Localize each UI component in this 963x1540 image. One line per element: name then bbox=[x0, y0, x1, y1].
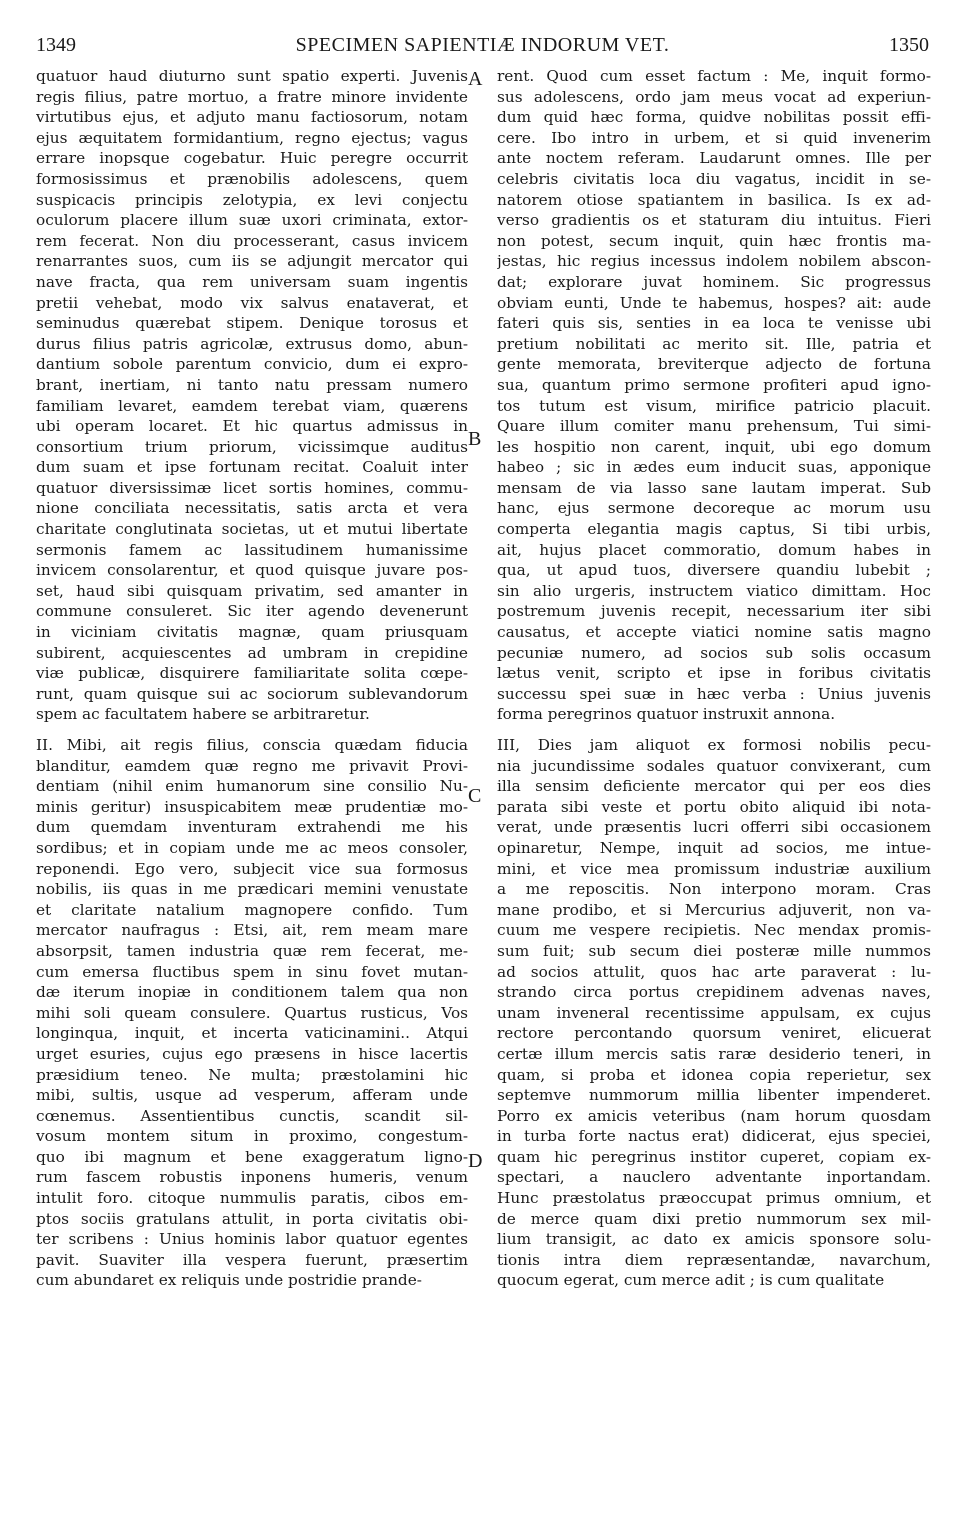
text-line: pretii vehebat, modo vix salvus enataverat, et bbox=[36, 293, 468, 312]
text-line: cum emersa fluctibus spem in sinu fovet mutan- bbox=[36, 962, 468, 981]
right-paragraph-1 bbox=[497, 66, 931, 725]
page-header bbox=[36, 34, 929, 60]
text-line: verso gradientis os et staturam diu intuitus. Fieri bbox=[497, 211, 931, 230]
text-line: a me reposcitis. Non interpono moram. Cras bbox=[497, 880, 931, 899]
text-line: obviam eunti, Unde te habemus, hospes? ait: aude bbox=[497, 293, 931, 312]
text-line: commune consuleret. Sic iter agendo devenerunt bbox=[36, 602, 468, 621]
text-line: mensam de via lasso sane lautam imperat. Sub bbox=[497, 478, 931, 497]
text-line: strando circa portus crepidinem advenas naves, bbox=[497, 983, 931, 1002]
margin-marker-a: A bbox=[468, 68, 483, 90]
text-line: intulit foro. citoque nummulis paratis, cibos em- bbox=[36, 1189, 468, 1208]
text-line: quam, si proba et idonea copia reperietur, sex bbox=[497, 1065, 931, 1084]
text-line: sum fuit; sub secum diei posteræ mille nummos bbox=[497, 941, 931, 960]
text-line: opinaretur, Nempe, inquit ad socios, me intue- bbox=[497, 838, 931, 857]
text-line: pavit. Suaviter illa vespera fuerunt, præsertim bbox=[36, 1250, 468, 1269]
text-line: successu spei suæ in hæc verba : Unius juvenis bbox=[497, 684, 931, 703]
text-line: cuum me vespere recipietis. Nec mendax promis- bbox=[497, 921, 931, 940]
text-line: quam hic peregrinus institor cuperet, copiam ex- bbox=[497, 1147, 931, 1166]
text-line: ante noctem referam. Laudarunt omnes. Ille per bbox=[497, 149, 931, 168]
text-line: viæ publicæ, disquirere familiaritate solita cœpe- bbox=[36, 664, 468, 683]
text-line: et claritate natalium magnopere confido. Tum bbox=[36, 900, 468, 919]
text-line: lium transigit, ac dato ex amicis sponsore solu- bbox=[497, 1230, 931, 1249]
text-line: causatus, et accepte viatici nomine satis magno bbox=[497, 623, 931, 642]
text-line: regis filius, patre mortuo, a fratre minore invidente bbox=[36, 87, 468, 106]
text-line: subirent, acquiescentes ad umbram in crepidine bbox=[36, 643, 468, 662]
margin-marker-c: C bbox=[468, 785, 482, 807]
text-line: in turba forte nactus erat) didicerat, ejus speciei, bbox=[497, 1127, 931, 1146]
text-line: runt, quam quisque sui ac sociorum sublevandorum bbox=[36, 684, 468, 703]
running-title: SPECIMEN SAPIENTIÆ INDORUM VET. bbox=[295, 34, 670, 56]
margin-marker-b: B bbox=[468, 428, 482, 450]
text-line: fateri quis sis, senties in ea loca te venisse ubi bbox=[497, 314, 931, 333]
text-line: ait, hujus placet commoratio, domum habes in bbox=[497, 540, 931, 559]
paragraph-gap bbox=[497, 725, 931, 735]
text-line: ubi operam locaret. Et hic quartus admissus in bbox=[36, 417, 468, 436]
text-line: mini, et vice mea promissum industriæ auxilium bbox=[497, 859, 931, 878]
text-line: habeo ; sic in ædes eum inducit suas, apponique bbox=[497, 458, 931, 477]
text-line: certæ illum mercis satis raræ desiderio teneri, in bbox=[497, 1044, 931, 1063]
text-line: charitate conglutinata societas, ut et mutui libertate bbox=[36, 520, 468, 539]
text-line: brant, inertiam, ni tanto natu pressam numero bbox=[36, 375, 468, 394]
right-paragraph-2 bbox=[497, 735, 931, 1291]
text-line: set, haud sibi quisquam privatim, sed amanter in bbox=[36, 581, 468, 600]
text-line: parata sibi veste et portu obito aliquid ibi nota- bbox=[497, 797, 931, 816]
text-line: cere. Ibo intro in urbem, et si quid invenerim bbox=[497, 128, 931, 147]
right-column bbox=[497, 66, 931, 1291]
text-line: postremum juvenis recepit, necessarium iter sibi bbox=[497, 602, 931, 621]
text-line: renarrantes suos, cum iis se adjungit mercator qui bbox=[36, 252, 468, 271]
text-line: spem ac facultatem habere se arbitraretur. bbox=[36, 705, 370, 724]
text-line: Hunc præstolatus præoccupat primus omnium, et bbox=[497, 1189, 931, 1208]
text-line: dum quemdam inventuram extrahendi me his bbox=[36, 818, 468, 837]
text-line: tos tutum est visum, mirifice patricio placuit. bbox=[497, 396, 931, 415]
text-line: rem fecerat. Non diu processerant, casus invicem bbox=[36, 231, 468, 250]
text-line: absorpsit, tamen industria quæ rem fecerat, me- bbox=[36, 941, 468, 960]
text-line: rent. Quod cum esset factum : Me, inquit formo- bbox=[497, 67, 931, 85]
text-line: les hospitio non carent, inquit, ubi ego domum bbox=[497, 437, 931, 456]
text-line: celebris civitatis loca diu vagatus, incidit in se- bbox=[497, 169, 931, 188]
text-line: durus filius patris agricolæ, extrusus domo, abun- bbox=[36, 334, 468, 353]
text-line: nione conciliata necessitatis, satis arcta et vera bbox=[36, 499, 468, 518]
text-line: sermonis famem ac lassitudinem humanissime bbox=[36, 540, 468, 559]
text-line: seminudus quærebat stipem. Denique torosus et bbox=[36, 314, 468, 333]
text-line: invicem consolarentur, et quod quisque juvare pos- bbox=[36, 561, 468, 580]
text-line: de merce quam dixi pretio nummorum sex mil- bbox=[497, 1209, 931, 1228]
text-line: forma peregrinos quatuor instruxit annona. bbox=[497, 705, 836, 724]
text-line: comperta elegantia magis captus, Si tibi urbis, bbox=[497, 520, 931, 539]
text-line: quatuor diversissimæ licet sortis homines, commu- bbox=[36, 478, 468, 497]
text-line: nia jucundissime sodales quatuor convixerant, cum bbox=[497, 756, 931, 775]
text-line: dantium sobole parentum convicio, dum ei expro- bbox=[36, 355, 468, 374]
text-line: dum suam et ipse fortunam recitat. Coaluit inter bbox=[36, 458, 468, 477]
text-line: vosum montem situm in proximo, congestum- bbox=[36, 1127, 468, 1146]
text-line: pecuniæ numero, ad socios sub solis occasum bbox=[497, 643, 931, 662]
text-line: quatuor haud diuturno sunt spatio experti. Juvenis bbox=[36, 67, 468, 85]
margin-marker-d: D bbox=[468, 1150, 483, 1172]
text-line: præsidium teneo. Ne multa; præstolamini hic bbox=[36, 1065, 468, 1084]
text-line: cum abundaret ex reliquis unde postridie prande- bbox=[36, 1271, 422, 1290]
text-line: Quare illum comiter manu prehensum, Tui simi- bbox=[497, 417, 931, 436]
text-line: Porro ex amicis veteribus (nam horum quosdam bbox=[497, 1106, 931, 1125]
text-line: ad socios attulit, quos hac arte paraverat : lu- bbox=[497, 962, 931, 981]
text-line: pretium nobilitati ac merito sit. Ille, patria et bbox=[497, 334, 931, 353]
text-line: mercator naufragus : Etsi, ait, rem meam mare bbox=[36, 921, 468, 940]
text-line: nave fracta, qua rem universam suam ingentis bbox=[36, 272, 468, 291]
text-line: blanditur, eamdem quæ regno me privavit Provi- bbox=[36, 756, 468, 775]
text-line: septemve nummorum millia libenter impenderet. bbox=[497, 1086, 931, 1105]
text-line: tionis intra diem repræsentandæ, navarchum, bbox=[497, 1250, 931, 1269]
text-line: spectari, a nauclero adventante inportandam. bbox=[497, 1168, 931, 1187]
text-line: ejus æquitatem formidantium, regno ejectus; vagus bbox=[36, 128, 468, 147]
text-line: sua, quantum primo sermone profiteri apud igno- bbox=[497, 375, 931, 394]
text-line: verat, unde præsentis lucri offerri sibi occasionem bbox=[497, 818, 931, 837]
text-line: ter scribens : Unius hominis labor quatuor egentes bbox=[36, 1230, 468, 1249]
text-line: errare inopsque cogebatur. Huic peregre occurrit bbox=[36, 149, 468, 168]
text-line: longinqua, inquit, et incerta vaticinamini.. Atqui bbox=[36, 1024, 468, 1043]
text-line: rum fascem robustis inponens humeris, venum bbox=[36, 1168, 468, 1187]
text-line: dat; explorare juvat hominem. Sic progressus bbox=[497, 272, 931, 291]
text-line: II. Mibi, ait regis filius, conscia quædam fiducia bbox=[36, 736, 468, 754]
text-line: sin alio urgeris, instructem viatico dimittam. Hoc bbox=[497, 581, 931, 600]
text-line: virtutibus ejus, et adjuto manu factiosorum, notam bbox=[36, 108, 468, 127]
text-line: dum quid hæc forma, quidve nobilitas possit effi- bbox=[497, 108, 931, 127]
text-line: consortium trium priorum, vicissimque auditus bbox=[36, 437, 468, 456]
text-line: in viciniam civitatis magnæ, quam priusquam bbox=[36, 623, 468, 642]
text-line: nobilis, iis quas in me prædicari memini venustate bbox=[36, 880, 468, 899]
text-line: dentiam (nihil enim humanorum sine consilio Nu- bbox=[36, 777, 468, 796]
text-line: familiam levaret, eamdem terebat viam, quærens bbox=[36, 396, 468, 415]
text-line: quocum egerat, cum merce adit ; is cum qualitate bbox=[497, 1271, 885, 1290]
text-line: formosissimus et prænobilis adolescens, quem bbox=[36, 169, 468, 188]
text-line: mane prodibo, et si Mercurius adjuverit, non va- bbox=[497, 900, 931, 919]
text-line: mihi soli queam consulere. Quartus rusticus, Vos bbox=[36, 1003, 468, 1022]
text-line: rectore percontando quorsum veniret, elicuerat bbox=[497, 1024, 931, 1043]
text-line: sordibus; et in copiam unde me ac meos consoler, bbox=[36, 838, 468, 857]
text-line: non potest, secum inquit, quin hæc frontis ma- bbox=[497, 231, 931, 250]
text-line: minis geritur) insuspicabitem meæ prudentiæ mo- bbox=[36, 797, 468, 816]
text-line: qua, ut apud tuos, diversere quandiu lubebit ; bbox=[497, 561, 931, 580]
paragraph-gap bbox=[36, 725, 468, 735]
text-line: reponendi. Ego vero, subjecit vice sua formosus bbox=[36, 859, 468, 878]
text-line: ptos sociis gratulans attulit, in porta civitatis obi- bbox=[36, 1209, 468, 1228]
text-line: III, Dies jam aliquot ex formosi nobilis pecu- bbox=[497, 736, 931, 754]
text-line: hanc, ejus sermone decoreque ac morum usu bbox=[497, 499, 931, 518]
text-line: mibi, sultis, usque ad vesperum, afferam unde bbox=[36, 1086, 468, 1105]
page-number-right: 1350 bbox=[889, 34, 929, 56]
text-line: suspicacis principis zelotypia, ex levi conjectu bbox=[36, 190, 468, 209]
text-line: jestas, hic regius incessus indolem nobilem abscon- bbox=[497, 252, 931, 271]
text-line: oculorum placere illum suæ uxori criminata, extor- bbox=[36, 211, 468, 230]
text-line: illa sensim deficiente mercator qui per eos dies bbox=[497, 777, 931, 796]
left-paragraph-1 bbox=[36, 66, 468, 725]
page-number-left: 1349 bbox=[36, 34, 76, 56]
text-line: natorem otiose spatiantem in basilica. Is ex ad- bbox=[497, 190, 931, 209]
text-line: unam inveneral recentissime appulsam, ex cujus bbox=[497, 1003, 931, 1022]
text-line: cœnemus. Assentientibus cunctis, scandit sil- bbox=[36, 1106, 468, 1125]
left-column bbox=[36, 66, 468, 1291]
text-line: dæ iterum inopiæ in conditionem talem qua non bbox=[36, 983, 468, 1002]
left-paragraph-2 bbox=[36, 735, 468, 1291]
text-line: lætus venit, scripto et ipse in foribus civitatis bbox=[497, 664, 931, 683]
text-line: gente memorata, breviterque adjecto de fortuna bbox=[497, 355, 931, 374]
text-line: urget esuries, cujus ego præsens in hisce lacertis bbox=[36, 1044, 468, 1063]
text-line: sus adolescens, ordo jam meus vocat ad experiun- bbox=[497, 87, 931, 106]
text-line: quo ibi magnum et bene exaggeratum ligno- bbox=[36, 1147, 468, 1166]
